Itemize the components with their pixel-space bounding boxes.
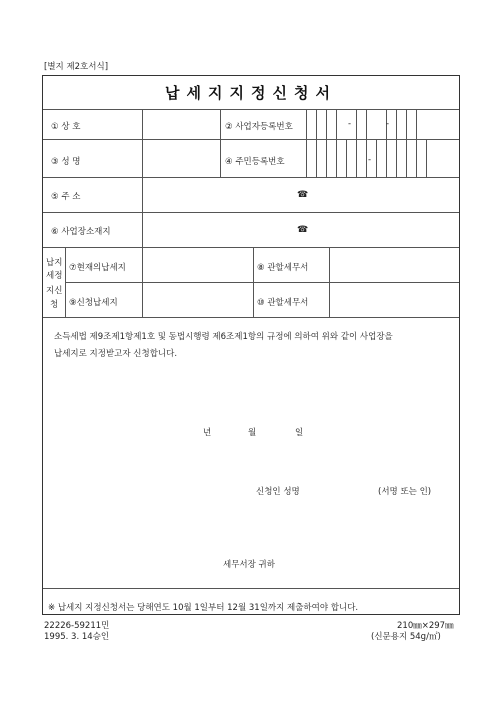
divider xyxy=(65,247,66,317)
divider xyxy=(329,247,330,317)
divider xyxy=(43,247,459,248)
dash: - xyxy=(348,119,352,129)
group-label: 납지 xyxy=(46,258,63,268)
digit-box xyxy=(316,139,317,177)
digit-box xyxy=(396,139,397,177)
divider xyxy=(142,109,143,247)
digit-box xyxy=(336,109,337,139)
group-label: 청 xyxy=(50,300,59,310)
divider xyxy=(43,177,459,178)
submission-note: ※ 납세지 지정신청서는 당해연도 10월 1일부터 12월 31일까지 제출하여야 합니다. xyxy=(48,603,359,613)
label-requested-tax-place: ⑨신청납세지 xyxy=(69,298,118,308)
label-address: ⑤ 주 소 xyxy=(51,192,81,202)
digit-box xyxy=(386,139,387,177)
digit-box xyxy=(326,139,327,177)
paper-type: (신문용지 54g/㎡) xyxy=(371,632,441,642)
form-code: 22226-59211민 xyxy=(44,621,110,631)
digit-box xyxy=(416,139,417,177)
digit-box xyxy=(396,109,397,139)
divider xyxy=(142,247,143,317)
paper-size: 210㎜×297㎜ xyxy=(397,621,454,631)
group-label: 세정 xyxy=(46,271,63,281)
digit-box xyxy=(406,139,407,177)
label-current-tax-place: ⑦현재의납세지 xyxy=(69,263,126,273)
label-trade-name: ① 상 호 xyxy=(51,122,81,132)
date-day: 일 xyxy=(295,428,304,438)
label-business-location: ⑥ 사업장소재지 xyxy=(51,227,111,237)
divider xyxy=(306,109,307,177)
approval-date: 1995. 3. 14승인 xyxy=(44,632,110,642)
phone-icon: ☎ xyxy=(297,190,309,200)
date-year: 년 xyxy=(203,428,212,438)
digit-box xyxy=(416,109,417,139)
digit-box xyxy=(356,139,357,177)
label-current-tax-office: ⑧ 관할세무서 xyxy=(257,263,309,273)
digit-box xyxy=(326,109,327,139)
digit-box xyxy=(356,109,357,139)
divider xyxy=(43,588,459,589)
digit-box xyxy=(366,139,367,177)
digit-box xyxy=(426,139,427,177)
divider xyxy=(43,317,459,318)
digit-box xyxy=(336,139,337,177)
divider xyxy=(220,109,221,177)
label-resident-reg-no: ④ 주민등록번호 xyxy=(225,157,285,167)
form-title: 납세지지정신청서 xyxy=(165,83,337,102)
phone-icon: ☎ xyxy=(297,225,309,235)
form-number: [별지 제2호서식] xyxy=(44,62,109,72)
divider xyxy=(65,282,459,283)
date-month: 월 xyxy=(248,428,257,438)
statement-line-2: 납세지로 지정받고자 신청합니다. xyxy=(54,349,178,359)
digit-box xyxy=(346,139,347,177)
label-name: ③ 성 명 xyxy=(51,157,81,167)
label-business-reg-no: ② 사업자등록번호 xyxy=(225,122,293,132)
digit-box xyxy=(406,109,407,139)
group-label: 지신 xyxy=(46,286,63,296)
addressee: 세무서장 귀하 xyxy=(223,560,275,570)
label-requested-tax-office: ⑩ 관할세무서 xyxy=(257,298,309,308)
digit-box xyxy=(376,139,377,177)
dash: - xyxy=(386,119,390,129)
divider xyxy=(253,247,254,317)
dash: - xyxy=(368,155,372,165)
application-form xyxy=(42,75,460,615)
signature-label: (서명 또는 인) xyxy=(378,487,432,497)
digit-box xyxy=(366,109,367,139)
divider xyxy=(43,212,459,213)
digit-box xyxy=(316,109,317,139)
statement-line-1: 소득세법 제9조제1항제1호 및 동법시행령 제6조제1항의 규정에 의하여 위와 같이 사업장을 xyxy=(54,332,393,342)
applicant-name-label: 신청인 성명 xyxy=(256,487,300,497)
